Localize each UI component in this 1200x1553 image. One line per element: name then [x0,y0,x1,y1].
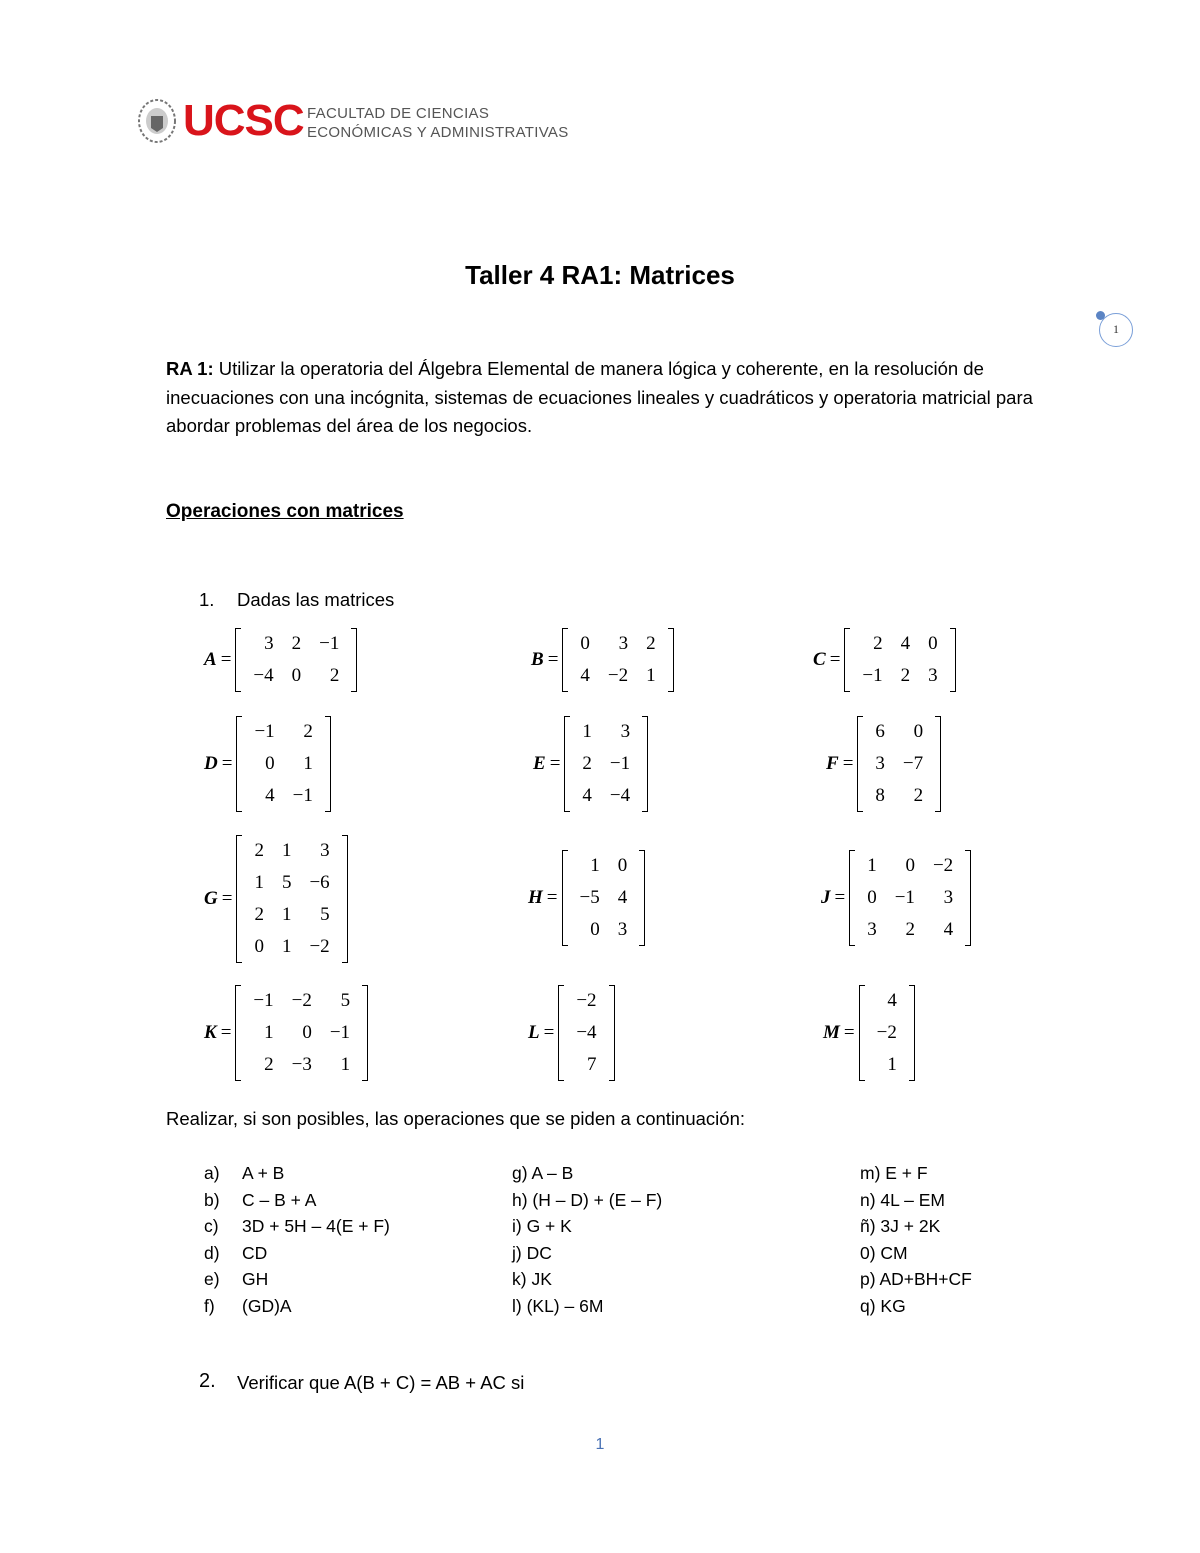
matrix-entry: −1 [862,665,883,686]
matrix-h [528,850,645,946]
matrix-brackets [849,850,971,946]
item-1-text: Dadas las matrices [237,589,395,610]
matrix-row [866,748,932,780]
exercise-item: p) AD+BH+CF [860,1269,972,1290]
exercise-item: i) G + K [512,1216,572,1237]
matrix-row [866,780,932,812]
matrix-entry: 3 [928,665,938,686]
matrix-entry: −1 [254,721,275,742]
matrix-entry: 0 [254,936,264,957]
matrix-row [567,985,605,1017]
matrix-row [245,716,321,748]
matrix-row [244,985,359,1017]
exercise-item: 0) CM [860,1242,908,1263]
matrix-name: D [204,753,218,774]
ucsc-logo-text: UCSC [183,96,304,145]
matrix-entry: 2 [905,919,915,940]
matrix-entry: 3 [620,721,631,742]
matrix-row [571,628,664,660]
matrix-f [826,716,941,812]
matrix-brackets [236,835,347,963]
exercise-label: b) [204,1189,220,1210]
matrix-row [571,660,664,692]
matrix-entry: 1 [340,1054,351,1075]
ra-label: RA 1: [166,358,214,379]
matrix-brackets [859,985,915,1081]
matrix-entry: 8 [875,785,885,806]
faculty-line-1: FACULTAD DE CIENCIAS [307,105,490,122]
matrix-entry: 3 [320,840,330,861]
matrix-brackets [558,985,614,1081]
exercise-item [204,1187,316,1214]
matrix-entry: 1 [303,753,313,774]
exercise-item [204,1240,267,1267]
faculty-name [307,104,569,142]
matrix-entry: 2 [900,665,911,686]
item-2 [199,1370,525,1393]
matrix-entry: 4 [617,887,628,908]
matrix-name: K [204,1022,217,1043]
instruction-text: Realizar, si son posibles, las operaciones que se piden a continuación: [166,1108,746,1129]
matrix-entry: 1 [867,855,877,876]
matrix-entry: 3 [617,919,628,940]
matrix-entry: −1 [609,753,631,774]
exercise-item [204,1266,268,1293]
university-seal-logo [137,98,177,144]
item-2-text: Verificar que A(B + C) = AB + AC si [237,1372,525,1393]
equals-sign: = [829,649,841,670]
matrix-brackets [857,716,941,812]
equals-sign: = [220,1022,232,1043]
matrix-row [245,780,321,812]
matrix-row [573,716,639,748]
matrix-entry: −2 [576,990,597,1011]
matrix-brackets [562,850,646,946]
exercise-expression: CD [242,1242,268,1263]
matrix-name: F [826,753,839,774]
matrix-entry: −2 [291,990,312,1011]
matrix-row [245,931,338,963]
equals-sign: = [549,753,561,774]
matrix-row [567,1017,605,1049]
matrix-entry: 2 [646,633,656,654]
matrix-entry: 1 [281,936,292,957]
matrix-entry: 1 [281,904,292,925]
matrix-row [245,748,321,780]
exercise-label: e) [204,1269,220,1290]
exercise-item: g) A – B [512,1163,574,1183]
matrix-row [244,628,348,660]
matrix-k [204,985,368,1081]
matrix-entry: −2 [309,936,330,957]
matrix-row [567,1049,605,1081]
equals-sign: = [843,1022,855,1043]
matrix-a [204,628,357,692]
matrix-row [573,748,639,780]
matrix-row [853,628,946,660]
matrix-entry: −3 [291,1054,312,1075]
matrix-m [823,985,915,1081]
matrix-entry: 3 [875,753,885,774]
exercise-item [204,1213,390,1240]
matrix-b [531,628,674,692]
matrix-entry: 2 [264,1054,274,1075]
matrix-entry: 0 [291,665,302,686]
matrix-name: E [533,753,546,774]
matrix-entry: 4 [887,990,897,1011]
matrix-row [571,914,637,946]
equals-sign: = [543,1022,555,1043]
item-2-number: 2. [199,1370,216,1392]
matrix-entry: 2 [873,633,883,654]
matrix-entry: 4 [265,785,275,806]
matrix-entry: 2 [582,753,592,774]
item-1 [199,589,395,611]
exercise-expression: 3D + 5H – 4(E + F) [242,1216,390,1237]
matrix-entry: −1 [292,785,313,806]
matrix-row [244,1049,359,1081]
exercise-item: k) JK [512,1269,552,1290]
matrix-entry: −4 [576,1022,597,1043]
matrix-entry: 0 [867,887,877,908]
matrix-entry: 0 [590,919,600,940]
matrix-entry: 7 [587,1054,597,1075]
matrix-row [571,850,637,882]
matrix-entry: 1 [264,1022,274,1043]
matrix-d [204,716,331,812]
matrix-row [245,899,338,931]
matrix-brackets [235,628,357,692]
matrix-row [858,850,962,882]
matrix-entry: 1 [646,665,656,686]
matrix-entry: −6 [309,872,330,893]
matrix-row [245,867,338,899]
matrix-row [866,716,932,748]
matrix-entry: 1 [582,721,592,742]
matrix-name: J [821,887,831,908]
matrix-g [204,835,348,963]
matrix-brackets [564,716,648,812]
matrix-l [528,985,615,1081]
matrix-name: G [204,888,218,909]
equals-sign: = [834,887,846,908]
exercise-expression: (GD)A [242,1296,292,1316]
exercise-item: ñ) 3J + 2K [860,1216,941,1237]
equals-sign: = [842,753,854,774]
exercise-item: j) DC [512,1242,552,1263]
exercise-item: q) KG [860,1296,906,1316]
matrix-row [868,985,906,1017]
faculty-line-2: ECONÓMICAS Y ADMINISTRATIVAS [307,124,569,141]
matrix-entry: 0 [913,721,924,742]
matrix-entry: 0 [302,1022,312,1043]
matrix-entry: −2 [876,1022,897,1043]
matrix-entry: 1 [887,1054,897,1075]
matrix-brackets [562,628,673,692]
matrix-entry: 5 [320,904,330,925]
matrix-row [573,780,639,812]
matrix-entry: 4 [580,665,590,686]
matrix-c [813,628,956,692]
exercise-label: c) [204,1216,219,1237]
matrix-entry: −1 [329,1022,351,1043]
comment-marker[interactable]: 1 [1099,313,1133,347]
exercise-item: l) (KL) – 6M [512,1296,604,1316]
matrix-row [853,660,946,692]
matrix-row [244,1017,359,1049]
matrix-entry: 2 [303,721,313,742]
learning-outcome-paragraph [166,355,1046,441]
exercise-item: n) 4L – EM [860,1189,945,1210]
matrix-entry: 0 [617,855,628,876]
matrix-entry: 3 [618,633,629,654]
exercise-label: f) [204,1296,215,1316]
equals-sign: = [220,649,232,670]
matrix-name: A [204,649,217,670]
matrix-entry: 6 [875,721,885,742]
matrix-brackets [236,716,330,812]
ra-text: Utilizar la operatoria del Álgebra Elemental de manera lógica y coherente, en la resolución de inecuaciones con una incógnita, sistemas de ecuaciones lineales y cuadráticos y operatoria matricial para abordar problemas del área de los negocios. [166,358,1033,436]
matrix-j [821,850,971,946]
document-title: Taller 4 RA1: Matrices [465,260,735,290]
comment-anchor-dot [1096,311,1105,320]
matrix-entry: −5 [579,887,600,908]
section-heading: Operaciones con matrices [166,501,404,522]
matrix-row [868,1049,906,1081]
matrix-name: M [823,1022,840,1043]
matrix-entry: −1 [253,990,274,1011]
matrix-entry: −4 [253,665,274,686]
matrix-row [244,660,348,692]
equals-sign: = [221,888,233,909]
matrix-entry: −1 [319,633,340,654]
exercise-label: d) [204,1242,220,1263]
matrix-entry: −1 [894,887,915,908]
exercise-label: a) [204,1163,220,1183]
matrix-entry: 4 [582,785,592,806]
equals-sign: = [547,649,559,670]
matrix-entry: 0 [928,633,938,654]
matrix-entry: 5 [281,872,292,893]
exercise-item [204,1160,284,1187]
matrix-brackets [235,985,368,1081]
matrix-e [533,716,648,812]
matrix-entry: 0 [580,633,590,654]
matrix-entry: −2 [932,855,954,876]
exercise-item: h) (H – D) + (E – F) [512,1189,663,1210]
matrix-row [245,835,338,867]
matrix-entry: 4 [943,919,954,940]
matrix-name: C [813,649,826,670]
matrix-entry: 3 [264,633,274,654]
matrix-name: H [528,887,543,908]
exercise-expression: GH [242,1269,269,1290]
matrix-entry: −7 [902,753,924,774]
exercise-expression: A + B [242,1163,285,1183]
exercise-item: m) E + F [860,1163,928,1183]
exercise-item [204,1293,292,1320]
matrix-name: B [531,649,544,670]
matrix-entry: 0 [265,753,275,774]
matrix-entry: 5 [340,990,351,1011]
equals-sign: = [546,887,558,908]
matrix-entry: 1 [590,855,600,876]
matrix-entry: 1 [281,840,292,861]
matrix-entry: 2 [329,665,340,686]
matrix-entry: 2 [254,904,264,925]
matrix-entry: −2 [607,665,629,686]
matrix-name: L [528,1022,540,1043]
matrix-row [868,1017,906,1049]
exercise-expression: C – B + A [242,1189,317,1210]
page-number: 1 [595,1436,605,1453]
matrix-entry: 0 [905,855,915,876]
matrix-row [858,914,962,946]
matrix-entry: −4 [609,785,631,806]
matrix-entry: 2 [291,633,302,654]
matrix-row [858,882,962,914]
matrix-entry: 3 [943,887,954,908]
equals-sign: = [221,753,233,774]
matrix-entry: 3 [867,919,877,940]
matrix-row [571,882,637,914]
matrix-entry: 2 [254,840,264,861]
matrix-entry: 2 [913,785,924,806]
matrix-entry: 4 [900,633,911,654]
matrix-entry: 1 [254,872,264,893]
matrix-brackets [844,628,955,692]
item-1-number: 1. [199,589,215,610]
